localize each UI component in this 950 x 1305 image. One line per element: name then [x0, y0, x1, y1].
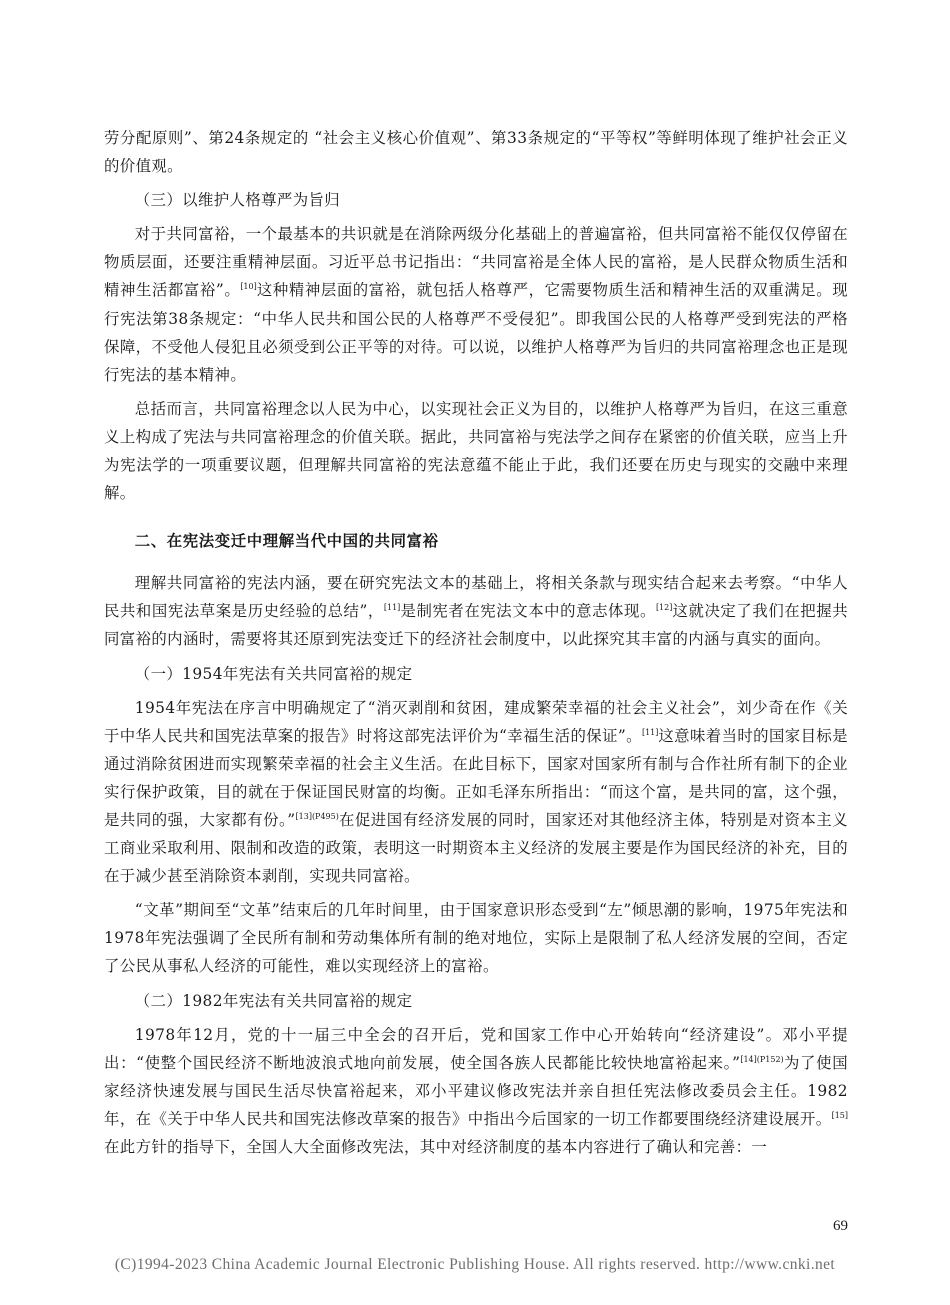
subheading-3: （三）以维护人格尊严为旨归	[134, 191, 341, 210]
citation-sup: [11]	[641, 727, 659, 737]
paragraph-summary: 总括而言，共同富裕理念以人民为中心，以实现社会正义为目的，以维护人格尊严为旨归，在这三重意义上构成了宪法与共同富裕理念的价值关联。据此，共同富裕与宪法学之间存在紧密的价值关联，应当上升为宪法学的一项重要议题，但理解共同富裕的宪法意蕴不能止于此，我们还要在历史与现实的交融中来理解。	[104, 399, 848, 503]
subheading-1982: （二）1982年宪法有关共同富裕的规定	[134, 991, 413, 1010]
citation-sup: [15]	[831, 1110, 848, 1120]
paragraph-cultural-revolution: “文革”期间至“文革”结束后的几年时间里，由于国家意识形态受到“左”倾思潮的影响，1975年宪法和1978年宪法强调了全民所有制和劳动集体所有制的绝对地位，实际上是限制了私人经济发展的空间，否定了公民从事私人经济的可能性，难以实现经济上的富裕。	[104, 901, 848, 976]
section-2-heading: 二、在宪法变迁中理解当代中国的共同富裕	[134, 532, 439, 551]
subheading-1954: （一）1954年宪法有关共同富裕的规定	[134, 664, 413, 683]
article-body	[104, 124, 848, 1167]
citation-sup: [11]	[383, 603, 401, 613]
paragraph-human-dignity: 对于共同富裕，一个最基本的共识就是在消除两级分化基础上的普遍富裕，但共同富裕不能仅仅停留在物质层面，还要注重精神层面。习近平总书记指出：“共同富裕是全体人民的富裕，是人民群众物质生活和精神生活都富裕”。[10]这种精神层面的富裕，就包括人格尊严，它需要物质生活和精神生活的双重满足。现行宪法第38条规定：“中华人民共和国公民的人格尊严不受侵犯”。即我国公民的人格尊严受到宪法的严格保障，不受他人侵犯且必须受到公正平等的对待。可以说，以维护人格尊严为旨归的共同富裕理念也正是现行宪法的基本精神。	[104, 225, 849, 384]
copyright-footer: (C)1994-2023 China Academic Journal Electronic Publishing House. All rights reserved. http://www.cnki.net	[114, 1256, 836, 1273]
citation-sup: [12]	[655, 603, 673, 613]
citation-sup: [14](P152)	[740, 1054, 784, 1064]
paragraph-intro-continuation: 劳分配原则”、第24条规定的 “社会主义核心价值观”、第33条规定的“平等权”等鲜明体现了维护社会正义的价值观。	[104, 129, 848, 176]
paragraph-1982-constitution: 1978年12月，党的十一届三中全会的召开后，党和国家工作中心开始转向“经济建设”。邓小平提出：“使整个国民经济不断地波浪式地向前发展，使全国各族人民都能比较快地富裕起来。”$^{[14](P152)}$为了使国家经济快速发展与国民生活尽快富裕起来，邓小平建议修改宪法并亲自担任宪法修改委员会主任。1982年，在《关于中华人民共和国宪法修改草案的报告》中指出今后国家的一切工作都要围绕经济建设展开。[15]在此方针的指导下，全国人大全面修改宪法，其中对经济制度的基本内容进行了确认和完善：一	[104, 1025, 849, 1156]
citation-sup: [13](P495)	[295, 811, 339, 821]
citation-sup: [10]	[240, 282, 257, 292]
paragraph-section2-intro: 理解共同富裕的宪法内涵，要在研究宪法文本的基础上，将相关条款与现实结合起来去考察。“中华人民共和国宪法草案是历史经验的总结”，[11]是制宪者在宪法文本中的意志体现。[12]这就决定了我们在把握共同富裕的内涵时，需要将其还原到宪法变迁下的经济社会制度中，以此探究其丰富的内涵与真实的面向。	[104, 574, 848, 649]
page-number: 69	[833, 1218, 848, 1234]
paragraph-1954-constitution: 1954年宪法在序言中明确规定了“消灭剥削和贫困，建成繁荣幸福的社会主义社会”，刘少奇在作《关于中华人民共和国宪法草案的报告》时将这部宪法评价为“幸福生活的保证”。[11]这意味着当时的国家目标是通过消除贫困进而实现繁荣幸福的社会主义生活。在此目标下，国家对国家所有制与合作社所有制下的企业实行保护政策，目的就在于保证国民财富的均衡。正如毛泽东所指出：“而这个富，是共同的富，这个强，是共同的强，大家都有份。”$^{[13](P495)}$在促进国有经济发展的同时，国家还对其他经济主体，特别是对资本主义工商业采取利用、限制和改造的政策，表明这一时期资本主义经济的发展主要是作为国民经济的补充，目的在于减少甚至消除资本剥削，实现共同富裕。	[104, 698, 848, 886]
